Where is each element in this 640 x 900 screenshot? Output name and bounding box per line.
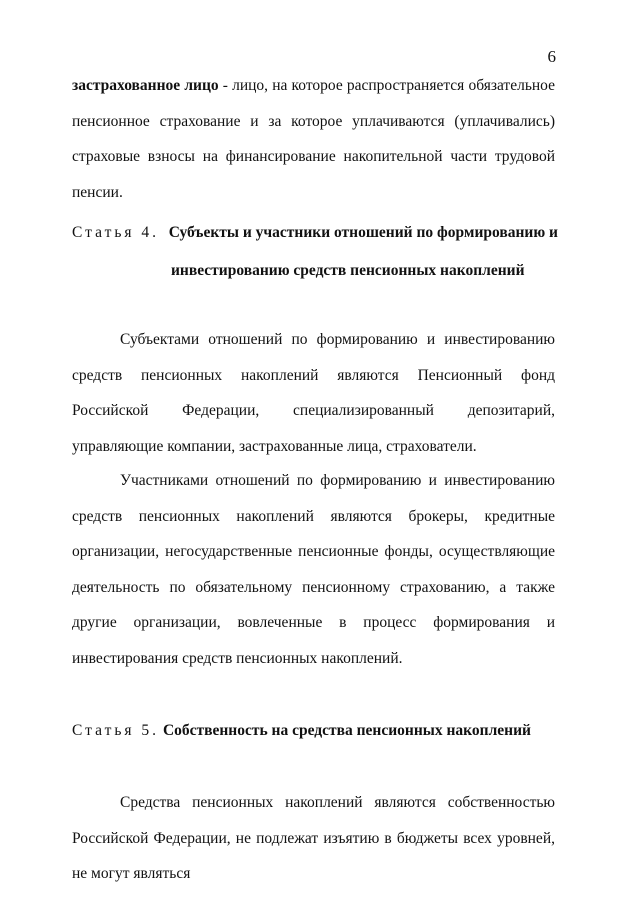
article-4-paragraph-1-text: Субъектами отношений по формированию и инвестированию средств пенсионных накоплений являются Пенсионный фонд Российской Федерации, специализированный депозитарий, управляющие компании, застрахованные лица, страхователи. (72, 331, 555, 455)
article-4-label: Статья 4. (72, 224, 160, 241)
article-4-paragraph-1 (72, 322, 555, 464)
article-5-paragraph-1 (72, 785, 555, 892)
article-5-title: Собственность на средства пенсионных накоплений (162, 722, 531, 739)
article-4-paragraph-2 (72, 463, 555, 676)
article-4-paragraph-2-text: Участниками отношений по формированию и инвестированию средств пенсионных накоплений являются брокеры, кредитные организации, негосударственные пенсионные фонды, осуществляющие деятельность по обязательному пенсионному страхованию, а также другие организации, вовлеченные в процесс формирования и инвестирования средств пенсионных накоплений. (72, 472, 555, 667)
article-5-heading (72, 712, 558, 750)
article-4-heading (72, 214, 558, 290)
definition-paragraph (72, 68, 555, 210)
page-number: 6 (547, 47, 556, 66)
article-5-label: Статья 5. (72, 722, 160, 739)
article-4-title-line2: инвестированию средств пенсионных накоплений (171, 262, 525, 279)
definition-text: - лицо, на которое распространяется обязательное пенсионное страхование и за которое уплачиваются (уплачивались) страховые взносы на финансирование накопительной части трудовой пенсии. (72, 77, 556, 201)
article-4-title-line1: Субъекты и участники отношений по формированию и (168, 224, 558, 241)
definition-term: застрахованное лицо (72, 77, 219, 94)
article-5-paragraph-1-text: Средства пенсионных накоплений являются собственностью Российской Федерации, не подлежат изъятию в бюджеты всех уровней, не могут являться (72, 794, 555, 882)
